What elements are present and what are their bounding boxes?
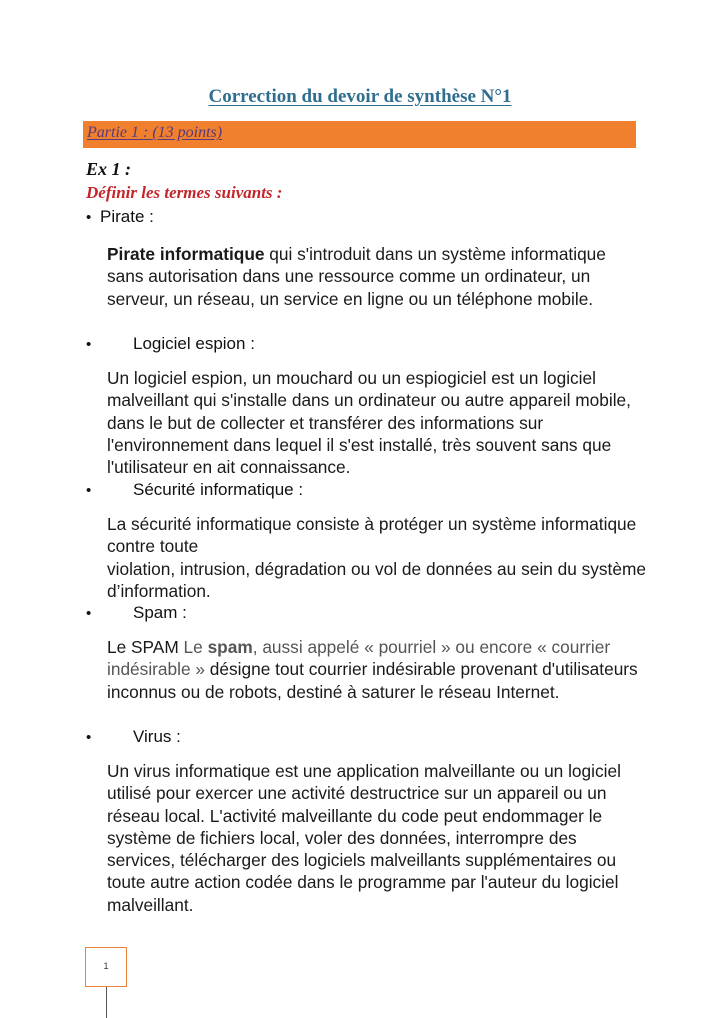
exercise-label: Ex 1 : (86, 159, 131, 179)
definition-line: La sécurité informatique consiste à protéger un système informatique contre toute (107, 514, 637, 557)
bullet-icon: • (86, 605, 92, 622)
term-securite-informatique (86, 480, 303, 500)
term-virus (86, 727, 181, 747)
term-label: Logiciel espion : (133, 334, 255, 353)
bullet-icon: • (86, 209, 92, 226)
term-label: Pirate : (100, 207, 154, 226)
term-label: Virus : (133, 727, 181, 746)
part-header-bar (83, 121, 636, 148)
term-logiciel-espion (86, 334, 255, 354)
exercise-instruction: Définir les termes suivants : (86, 183, 283, 202)
definition-quote-part: Le (183, 637, 208, 657)
definition-text: qui s'introduit dans un système informatique sans autorisation dans une ressource comme un ordinateur, un serveur, un réseau, un service en ligne ou un téléphone mobile. (107, 244, 606, 309)
definition-securite-informatique (107, 513, 647, 602)
term-label: Spam : (133, 603, 187, 622)
definition-text: désigne tout courrier indésirable provenant d'utilisateurs inconnus ou de robots, destiné à saturer le réseau Internet. (107, 659, 638, 702)
bullet-icon: • (86, 729, 92, 746)
term-pirate (86, 207, 154, 227)
bullet-icon: • (86, 482, 92, 499)
definition-logiciel-espion: Un logiciel espion, un mouchard ou un espiogiciel est un logiciel malveillant qui s'installe dans un ordinateur ou autre appareil mobile, dans le but de collecter et transférer des informations sur l'environnement dans lequel il s'est installé, très souvent sans que l'utilisateur en ait connaissance. (107, 368, 631, 478)
bullet-icon: • (86, 336, 92, 353)
definition-strong: Pirate informatique (107, 244, 265, 264)
definition-virus: Un virus informatique est une application malveillante ou un logiciel utilisé pour exercer une activité destructrice sur un appareil ou un réseau local. L'activité malveillante du code peut endommager le système de fichiers local, voler des données, interrompre des services, télécharger des logiciels malveillants supplémentaires ou toute autre action codée dans le programme par l'auteur du logiciel malveillant. (107, 761, 621, 915)
document-title: Correction du devoir de synthèse N°1 (208, 86, 512, 107)
term-label: Sécurité informatique : (133, 480, 304, 499)
definition-quote-part: , aussi appelé « pourriel » ou encore « courrier indésirable » (107, 637, 611, 680)
definition-prefix: Le SPAM (107, 637, 184, 657)
page-number-line (106, 987, 107, 1018)
definition-pirate (107, 243, 647, 310)
definition-line: violation, intrusion, dégradation ou vol de données au sein du système d’information. (107, 558, 646, 601)
page-number-box (85, 947, 127, 987)
term-spam (86, 603, 187, 623)
definition-quote-strong: spam (207, 637, 253, 657)
part-label: Partie 1 : (13 points) (87, 124, 223, 141)
definition-spam (107, 636, 647, 703)
page-number: 1 (103, 961, 109, 971)
